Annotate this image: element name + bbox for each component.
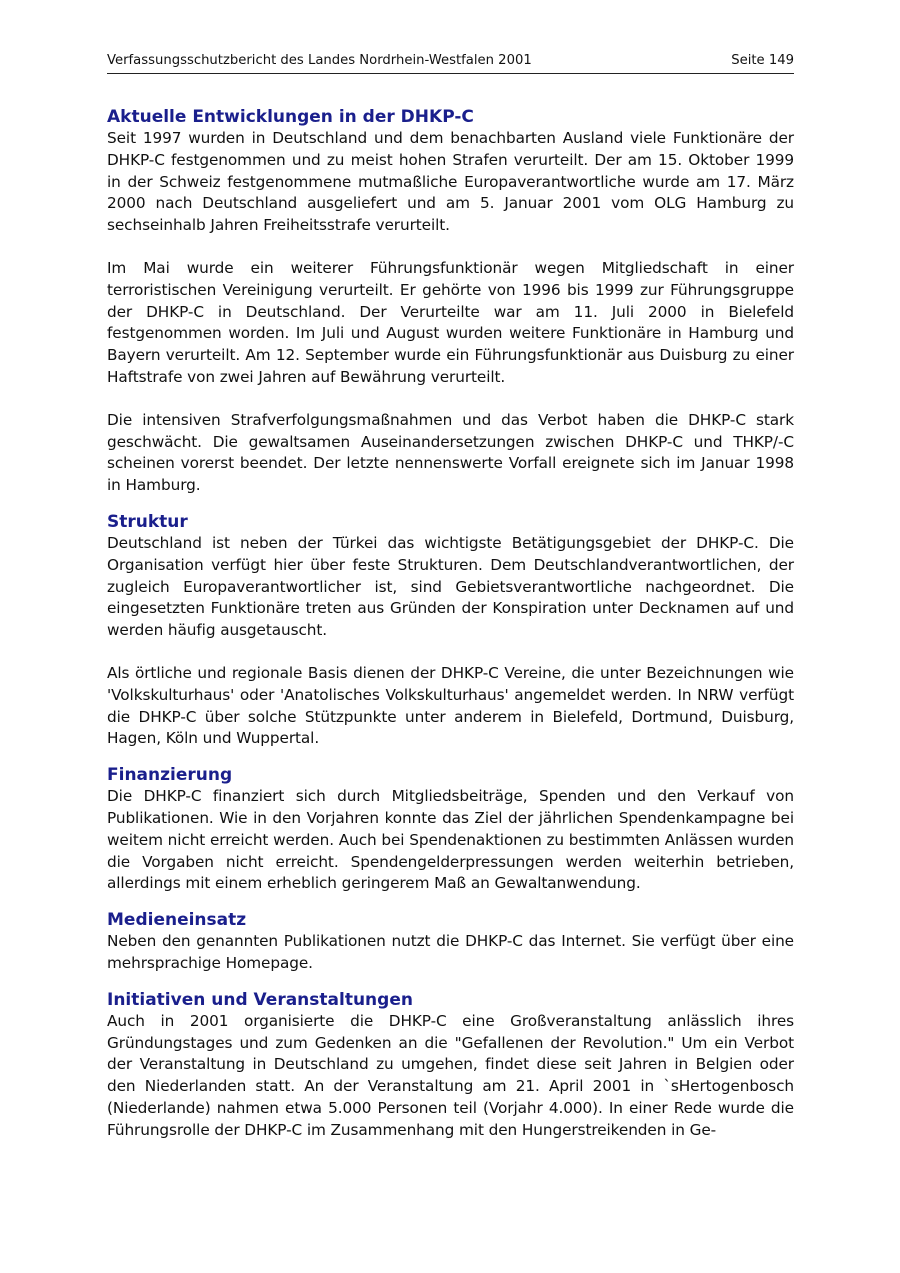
section-initiativen xyxy=(107,989,794,1142)
page-header xyxy=(107,53,794,74)
paragraph: Seit 1997 wurden in Deutschland und dem benachbarten Ausland viele Funktionäre der DHKP-C festgenommen und zu meist hohen Strafen verurteilt. Der am 15. Oktober 1999 in der Schweiz festgenommene mutmaßliche Europaverantwortliche wurde am 17. März 2000 nach Deutschland ausgeliefert und am 5. Januar 2001 vom OLG Hamburg zu sechseinhalb Jahren Freiheitsstrafe verurteilt. xyxy=(107,129,794,235)
paragraph: Die intensiven Strafverfolgungsmaßnahmen und das Verbot haben die DHKP-C stark geschwächt. Die gewaltsamen Auseinandersetzungen zwischen DHKP-C und THKP/-C scheinen vorerst beendet. Der letzte nennenswerte Vorfall ereignete sich im Januar 1998 in Hamburg. xyxy=(107,410,794,495)
header-title: Verfassungsschutzbericht des Landes Nordrhein-Westfalen 2001 xyxy=(107,53,532,68)
section-heading: Initiativen und Veranstaltungen xyxy=(107,989,413,1010)
section-medieneinsatz xyxy=(107,909,794,975)
section-struktur xyxy=(107,511,794,750)
page-number: Seite 149 xyxy=(731,53,794,68)
paragraph: Auch in 2001 organisierte die DHKP-C eine Großveranstaltung anlässlich ihres Gründungstages und zum Gedenken an die "Gefallenen der Revolution." Um ein Verbot der Veranstaltung in Deutschland zu umgehen, findet diese seit Jahren in Belgien oder den Niederlanden statt. An der Veranstaltung am 21. April 2001 in `sHertogenbosch (Niederlande) nahmen etwa 5.000 Personen teil (Vorjahr 4.000). In einer Rede wurde die Führungsrolle der DHKP-C im Zusammenhang mit den Hungerstreikenden in Ge- xyxy=(107,1011,794,1139)
paragraph: Deutschland ist neben der Türkei das wichtigste Betätigungsgebiet der DHKP-C. Die Organisation verfügt hier über feste Strukturen. Dem Deutschlandverantwortlichen, der zugleich Europaverantwortlicher ist, sind Gebietsverantwortliche nachgeordnet. Die eingesetzten Funktionäre treten aus Gründen der Konspiration unter Decknamen auf und werden häufig ausgetauscht. xyxy=(107,533,794,640)
paragraph: Die DHKP-C finanziert sich durch Mitgliedsbeiträge, Spenden und den Verkauf von Publikationen. Wie in den Vorjahren konnte das Ziel der jährlichen Spendenkampagne bei weitem nicht erreicht werden. Auch bei Spendenaktionen zu bestimmten Anlässen wurden die Vorgaben nicht erreicht. Spendengelderpressungen werden weiterhin betrieben, allerdings mit einem erheblich geringerem Maß an Gewaltanwendung. xyxy=(107,787,794,893)
section-heading: Struktur xyxy=(107,511,188,532)
paragraph: Neben den genannten Publikationen nutzt die DHKP-C das Internet. Sie verfügt über eine mehrsprachige Homepage. xyxy=(107,932,794,972)
document-body xyxy=(107,106,794,1141)
section-finanzierung xyxy=(107,764,794,895)
paragraph: Als örtliche und regionale Basis dienen der DHKP-C Vereine, die unter Bezeichnungen wie 'Volkskulturhaus' oder 'Anatolisches Volkskulturhaus' angemeldet werden. In NRW verfügt die DHKP-C über solche Stützpunkte unter anderem in Bielefeld, Dortmund, Duisburg, Hagen, Köln und Wuppertal. xyxy=(107,663,794,748)
section-heading: Medieneinsatz xyxy=(107,910,247,931)
section-heading: Aktuelle Entwicklungen in der DHKP-C xyxy=(107,107,474,127)
section-heading: Finanzierung xyxy=(107,765,233,786)
paragraph: Im Mai wurde ein weiterer Führungsfunktionär wegen Mitgliedschaft in einer terroristischen Vereinigung verurteilt. Er gehörte von 1996 bis 1999 zur Führungsgruppe der DHKP-C in Deutschland. Der Verurteilte war am 11. Juli 2000 in Bielefeld festgenommen worden. Im Juli und August wurden weitere Funktionäre in Hamburg und Bayern verurteilt. Am 12. September wurde ein Führungsfunktionär aus Duisburg zu einer Haftstrafe von zwei Jahren auf Bewährung verurteilt. xyxy=(107,258,794,386)
section-aktuelle-entwicklungen xyxy=(107,106,794,497)
